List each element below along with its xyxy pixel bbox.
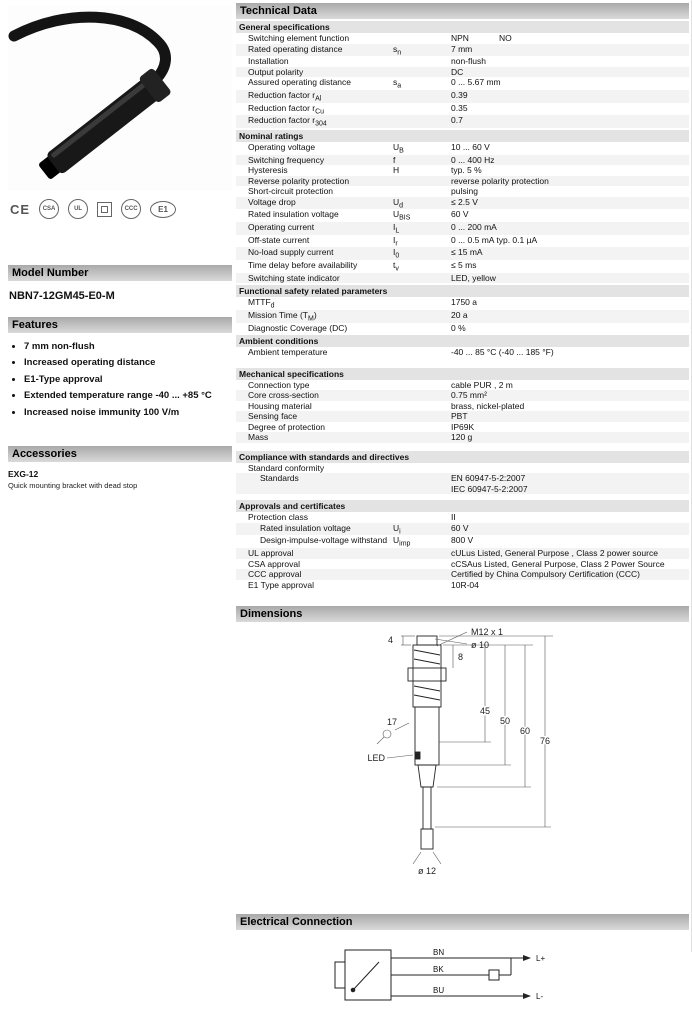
ce-mark-icon: CE xyxy=(10,201,31,217)
model-number: NBN7-12GM45-E0-M xyxy=(9,290,115,302)
spec-label: Off-state current xyxy=(248,234,310,245)
spec-value: cCSAus Listed, General Purpose, Class 2 Power Source xyxy=(451,558,665,569)
spec-label: Short-circuit protection xyxy=(248,186,334,197)
spec-value: PBT xyxy=(451,411,468,422)
features-list xyxy=(24,341,232,418)
spec-value: ≤ 2.5 V xyxy=(451,196,478,207)
spec-row xyxy=(236,222,689,235)
spec-row xyxy=(236,323,689,334)
spec-symbol xyxy=(393,411,451,422)
spec-symbol xyxy=(393,580,451,591)
spec-value: 7 mm xyxy=(451,43,473,54)
spec-value: cULus Listed, General Purpose , Class 2 power source xyxy=(451,548,658,558)
spec-symbol: $t_v$ xyxy=(393,260,399,273)
spec-value xyxy=(451,463,689,474)
spec-label: Rated operating distance xyxy=(248,43,343,54)
wire-label-bu: BU xyxy=(432,986,444,995)
spec-symbol xyxy=(393,548,451,559)
section-header: Approvals and certificates xyxy=(236,500,689,512)
spec-value: non-flush xyxy=(451,56,486,67)
spec-row xyxy=(236,523,689,536)
spec-label: Rated insulation voltage xyxy=(248,209,339,220)
dimensions-header: Dimensions xyxy=(236,606,689,622)
certification-icons xyxy=(8,197,232,221)
spec-value: 60 V xyxy=(451,522,469,533)
package-icon-inner xyxy=(101,206,108,213)
spec-value: EN 60947-5-2:2007 IEC 60947-5-2:2007 xyxy=(451,473,528,494)
spec-label: Time delay before availability xyxy=(248,260,358,271)
spec-value: 0 % xyxy=(451,322,466,333)
spec-label: Reduction factor $r_{304}$ xyxy=(248,115,327,128)
right-column xyxy=(236,3,689,1008)
spec-value: ≤ 5 ms xyxy=(451,260,477,271)
spec-row xyxy=(236,155,689,166)
spec-row xyxy=(236,209,689,222)
spec-value: 0 ... 5.67 mm xyxy=(451,77,501,88)
spec-value: NPN NO xyxy=(451,33,512,43)
spec-label: Reverse polarity protection xyxy=(248,175,350,186)
spec-row xyxy=(236,186,689,197)
spec-symbol: $U_B$ xyxy=(393,141,404,155)
spec-value: 60 V xyxy=(451,209,469,220)
spec-row xyxy=(236,422,689,433)
spec-row xyxy=(236,463,689,474)
dim-label-17: 17 xyxy=(386,717,397,727)
dim-label-dia-cable: ø 12 xyxy=(417,866,436,876)
spec-symbol xyxy=(393,56,451,67)
section-header: Functional safety related parameters xyxy=(236,285,689,297)
spec-label: Degree of protection xyxy=(248,421,326,432)
spec-row xyxy=(236,165,689,176)
spec-row xyxy=(236,473,689,494)
spec-symbol xyxy=(393,273,451,284)
electrical-connection-header: Electrical Connection xyxy=(236,914,689,930)
spec-row xyxy=(236,347,689,358)
spec-value: 1750 a xyxy=(451,297,477,308)
spec-row xyxy=(236,390,689,401)
section-header: General specifications xyxy=(236,21,689,33)
spec-label: Connection type xyxy=(248,379,310,390)
spec-value: IP69K xyxy=(451,421,475,432)
spec-label: Mass xyxy=(248,432,269,443)
dim-label-60: 60 xyxy=(519,726,530,736)
spec-value: DC xyxy=(451,66,464,77)
spec-value: pulsing xyxy=(451,186,478,197)
spec-row xyxy=(236,33,689,44)
spec-row xyxy=(236,44,689,57)
feature-item: • Increased operating distance xyxy=(24,357,232,369)
section-header: Compliance with standards and directives xyxy=(236,451,689,463)
feature-item: • Increased noise immunity 100 V/m xyxy=(24,407,232,419)
spec-symbol xyxy=(393,473,451,494)
dim-label-4: 4 xyxy=(387,635,393,645)
dimensions-drawing xyxy=(236,622,689,892)
spec-label: Design-impulse-voltage withstand xyxy=(260,535,388,546)
spec-symbol xyxy=(393,559,451,570)
dim-label-45: 45 xyxy=(479,706,490,716)
spec-symbol xyxy=(393,390,451,401)
spec-value: ≤ 15 mA xyxy=(451,247,483,258)
spec-symbol xyxy=(393,33,451,44)
dim-label-76: 76 xyxy=(539,736,550,746)
features-header: Features xyxy=(8,317,232,333)
spec-symbol: $U_i$ xyxy=(393,522,401,536)
dimension-diagram xyxy=(237,622,689,890)
spec-symbol xyxy=(393,67,451,78)
spec-label: Installation xyxy=(248,56,289,67)
accessories-header: Accessories xyxy=(8,446,232,462)
spec-row xyxy=(236,142,689,155)
spec-value: 0.35 xyxy=(451,102,468,113)
spec-value: LED, yellow xyxy=(451,272,496,283)
feature-item: • 7 mm non-flush xyxy=(24,341,232,353)
spec-row xyxy=(236,235,689,248)
technical-data-header: Technical Data xyxy=(236,3,689,19)
dim-label-8: 8 xyxy=(457,652,463,662)
spec-label: No-load supply current xyxy=(248,247,334,258)
spec-row xyxy=(236,380,689,391)
spec-label: Housing material xyxy=(248,400,312,411)
spec-symbol: $I_r$ xyxy=(393,234,398,248)
spec-value: reverse polarity protection xyxy=(451,175,549,186)
technical-data-table xyxy=(236,21,689,590)
spec-value: 0.7 xyxy=(451,115,463,126)
spec-symbol: $s_n$ xyxy=(393,43,402,57)
feature-item: • E1-Type approval xyxy=(24,374,232,386)
electrical-connection-diagram xyxy=(236,942,689,1008)
spec-row xyxy=(236,90,689,103)
spec-value: 0 ... 400 Hz xyxy=(451,154,495,165)
spec-row xyxy=(236,56,689,67)
model-number-header: Model Number xyxy=(8,265,232,281)
spec-value: 120 g xyxy=(451,432,473,443)
spec-symbol xyxy=(393,103,451,116)
spec-label: Protection class xyxy=(248,512,308,523)
spec-label: Diagnostic Coverage (DC) xyxy=(248,322,348,333)
spec-value: -40 ... 85 °C (-40 ... 185 °F) xyxy=(451,347,554,358)
spec-row xyxy=(236,580,689,591)
spec-row xyxy=(236,67,689,78)
spec-symbol: $U_d$ xyxy=(393,196,404,210)
e1-mark-icon: E1 xyxy=(150,201,176,218)
spec-row xyxy=(236,535,689,548)
spec-row xyxy=(236,247,689,260)
terminal-label-lminus: L- xyxy=(535,992,543,1001)
spec-row xyxy=(236,297,689,310)
dim-label-dia-top: ø 10 xyxy=(470,640,489,650)
spec-label: Hysteresis xyxy=(248,165,288,176)
dim-label-led: LED xyxy=(366,753,385,763)
spec-label: Assured operating distance xyxy=(248,77,352,88)
spec-row xyxy=(236,103,689,116)
sensor-photo-graphic xyxy=(8,6,232,191)
spec-value: 0.39 xyxy=(451,89,468,100)
spec-row xyxy=(236,432,689,443)
spec-row xyxy=(236,569,689,580)
spec-row xyxy=(236,176,689,187)
spec-symbol xyxy=(393,115,451,128)
spec-label: CCC approval xyxy=(248,569,302,579)
wire-label-bn: BN xyxy=(432,948,444,957)
spec-label: Ambient temperature xyxy=(248,347,328,358)
spec-label: Voltage drop xyxy=(248,196,296,207)
spec-value: 10 ... 60 V xyxy=(451,141,490,152)
spec-value: 0 ... 200 mA xyxy=(451,222,497,232)
spec-label: Standard conformity xyxy=(248,462,325,473)
wiring-diagram xyxy=(293,942,593,1010)
spec-symbol: $U_{imp}$ xyxy=(393,535,411,548)
spec-symbol xyxy=(393,176,451,187)
spec-label: Reduction factor $r_{Cu}$ xyxy=(248,102,325,116)
spec-value: 0.75 mm² xyxy=(451,390,487,401)
spec-label: Core cross-section xyxy=(248,390,319,401)
spec-symbol xyxy=(393,297,451,310)
spec-symbol xyxy=(393,380,451,391)
spec-symbol xyxy=(393,347,451,358)
spec-row xyxy=(236,401,689,412)
spec-row xyxy=(236,559,689,570)
section-header: Nominal ratings xyxy=(236,130,689,142)
ul-mark-icon: UL xyxy=(68,199,88,219)
package-icon xyxy=(97,202,112,217)
spec-symbol xyxy=(393,432,451,443)
spec-value: typ. 5 % xyxy=(451,165,482,176)
feature-item: • Extended temperature range -40 ... +85 °C xyxy=(24,390,232,402)
spec-label: UL approval xyxy=(248,548,294,558)
spec-symbol: $I_L$ xyxy=(393,222,400,235)
spec-value: 10R-04 xyxy=(451,579,479,590)
spec-symbol: H xyxy=(393,165,400,176)
spec-symbol xyxy=(393,512,451,523)
spec-label: Output polarity xyxy=(248,66,304,77)
spec-value: 20 a xyxy=(451,309,468,320)
spec-value: 0 ... 0.5 mA typ. 0.1 µA xyxy=(451,234,538,245)
dim-label-thread: M12 x 1 xyxy=(470,627,503,637)
spec-symbol: $s_a$ xyxy=(393,77,402,90)
spec-label: Sensing face xyxy=(248,411,298,422)
spec-row xyxy=(236,310,689,323)
spec-label: E1 Type approval xyxy=(248,579,314,590)
spec-label: Standards xyxy=(260,473,299,484)
spec-label: Operating current xyxy=(248,222,315,232)
spec-row xyxy=(236,548,689,559)
spec-symbol xyxy=(393,90,451,103)
accessory-name: EXG-12 xyxy=(8,469,39,480)
spec-label: Switching frequency xyxy=(248,154,325,165)
terminal-label-lplus: L+ xyxy=(535,954,545,963)
section-header: Ambient conditions xyxy=(236,335,689,347)
spec-label: Mission Time $(T_M)$ xyxy=(248,309,317,323)
product-photo xyxy=(8,6,232,191)
spec-value: brass, nickel-plated xyxy=(451,400,525,411)
spec-label: Switching state indicator xyxy=(248,272,340,283)
spec-row xyxy=(236,512,689,523)
spec-label: Rated insulation voltage xyxy=(260,522,351,533)
spec-symbol xyxy=(393,569,451,580)
spec-symbol: f xyxy=(393,154,396,165)
spec-symbol xyxy=(393,463,451,474)
ccc-mark-icon: CCC xyxy=(121,199,141,219)
spec-label: CSA approval xyxy=(248,558,300,569)
spec-row xyxy=(236,197,689,210)
spec-label: Reduction factor $r_{Al}$ xyxy=(248,89,322,103)
spec-row xyxy=(236,273,689,284)
csa-mark-icon: CSA xyxy=(39,199,59,219)
spec-row xyxy=(236,411,689,422)
spec-row xyxy=(236,260,689,273)
spec-symbol xyxy=(393,422,451,433)
spec-label: Operating voltage xyxy=(248,141,316,152)
spec-label: $MTTF_d$ xyxy=(248,297,275,310)
left-column xyxy=(8,6,232,490)
spec-value: II xyxy=(451,512,456,523)
spec-row xyxy=(236,115,689,128)
spec-value: 800 V xyxy=(451,535,474,546)
spec-row xyxy=(236,77,689,90)
spec-symbol: $I_0$ xyxy=(393,247,400,261)
dim-label-50: 50 xyxy=(499,716,510,726)
spec-label: Switching element function xyxy=(248,33,350,43)
section-header: Mechanical specifications xyxy=(236,368,689,380)
spec-symbol xyxy=(393,401,451,412)
spec-symbol: $U_{BIS}$ xyxy=(393,209,411,222)
spec-symbol xyxy=(393,323,451,334)
accessory-description: Quick mounting bracket with dead stop xyxy=(8,481,138,491)
spec-symbol xyxy=(393,310,451,323)
spec-value: Certified by China Compulsory Certification (CCC) xyxy=(451,569,640,579)
spec-symbol xyxy=(393,186,451,197)
wire-label-bk: BK xyxy=(432,965,444,974)
spec-value: cable PUR , 2 m xyxy=(451,379,513,390)
